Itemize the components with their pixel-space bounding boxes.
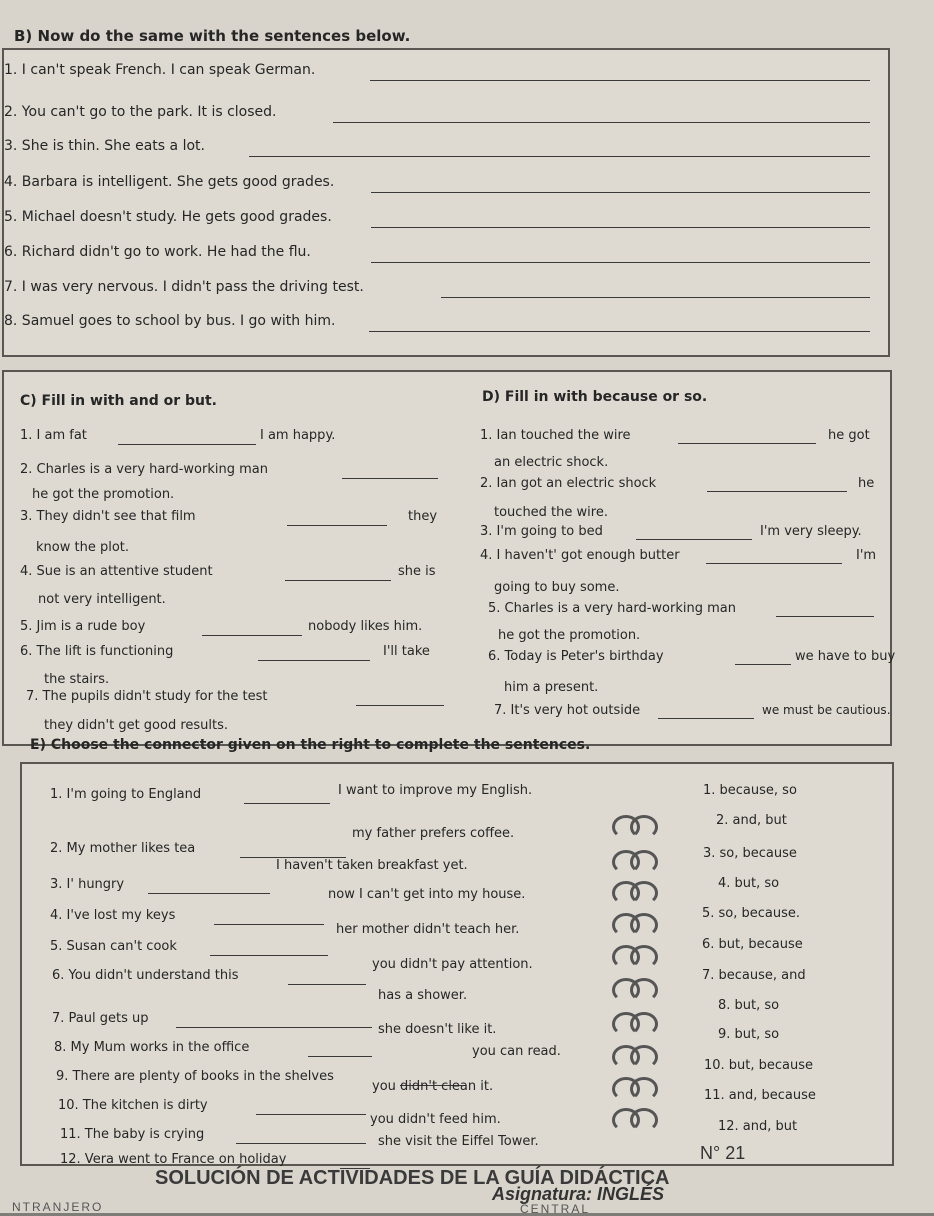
answer-blank[interactable] xyxy=(658,718,754,719)
binder-ring-icon xyxy=(630,850,658,874)
exercise-text: we have to buy xyxy=(795,649,896,664)
exercise-text: know the plot. xyxy=(36,540,129,555)
exercise-text: 4. I've lost my keys xyxy=(50,908,176,923)
footer-solucion: SOLUCIÓN DE ACTIVIDADES DE LA GUÍA DIDÁCTICA xyxy=(155,1167,670,1189)
exercise-text: 9. There are plenty of books in the shelves xyxy=(56,1069,334,1084)
answer-blank[interactable] xyxy=(441,297,870,298)
page-number: N° 21 xyxy=(700,1143,746,1163)
exercise-text: I'll take xyxy=(383,644,430,659)
exercise-text: 8. My Mum works in the office xyxy=(54,1040,250,1055)
answer-blank[interactable] xyxy=(118,444,256,445)
answer-blank[interactable] xyxy=(735,664,791,665)
connector-option: 3. so, because xyxy=(703,846,797,861)
answer-blank[interactable] xyxy=(308,1056,372,1057)
exercise-text: 7. The pupils didn't study for the test xyxy=(26,689,268,704)
exercise-text: I'm very sleepy. xyxy=(760,524,862,539)
exercise-text: 6. Today is Peter's birthday xyxy=(488,649,664,664)
exercise-text: 4. I haven't' got enough butter xyxy=(480,548,680,563)
exercise-text: 5. Charles is a very hard-working man xyxy=(488,601,736,616)
sentence: 2. You can't go to the park. It is closed. xyxy=(4,104,277,120)
answer-blank[interactable] xyxy=(371,192,870,193)
exercise-text: 1. I'm going to England xyxy=(50,787,202,802)
exercise-text: you can read. xyxy=(472,1044,561,1059)
binder-ring-icon xyxy=(630,1108,658,1132)
section-d-title: D) Fill in with because or so. xyxy=(482,389,708,405)
exercise-text: 6. You didn't understand this xyxy=(52,968,239,983)
exercise-text: I am happy. xyxy=(260,428,336,443)
exercise-text: they xyxy=(408,509,438,524)
exercise-text: 5. Jim is a rude boy xyxy=(20,619,146,634)
exercise-text: she doesn't like it. xyxy=(378,1022,497,1037)
answer-blank[interactable] xyxy=(249,156,870,157)
exercise-text: not very intelligent. xyxy=(38,592,166,607)
exercise-text: has a shower. xyxy=(378,988,468,1003)
answer-blank[interactable] xyxy=(244,803,330,804)
answer-blank[interactable] xyxy=(371,262,870,263)
exercise-text: 1. Ian touched the wire xyxy=(480,428,631,443)
exercise-text: 1. I am fat xyxy=(20,428,87,443)
exercise-text: 2. My mother likes tea xyxy=(50,841,196,856)
connector-option: 6. but, because xyxy=(702,937,803,952)
exercise-text: she is xyxy=(398,564,436,579)
section-b-title: B) Now do the same with the sentences below. xyxy=(14,27,411,45)
answer-blank[interactable] xyxy=(370,80,870,81)
connector-option: 10. but, because xyxy=(704,1058,814,1073)
exercise-text: her mother didn't teach her. xyxy=(336,922,520,937)
answer-blank[interactable] xyxy=(371,227,870,228)
exercise-text: an electric shock. xyxy=(494,455,609,470)
exercise-text: 10. The kitchen is dirty xyxy=(58,1098,208,1113)
exercise-text: you didn't feed him. xyxy=(370,1112,501,1127)
binder-ring-icon xyxy=(630,913,658,937)
exercise-text: I want to improve my English. xyxy=(338,783,533,798)
exercise-text: 12. Vera went to France on holiday xyxy=(60,1152,287,1167)
answer-blank[interactable] xyxy=(369,331,870,332)
answer-blank[interactable] xyxy=(214,924,324,925)
exercise-text: 3. I'm going to bed xyxy=(480,524,603,539)
exercise-text: going to buy some. xyxy=(494,580,620,595)
exercise-text: 11. The baby is crying xyxy=(60,1127,205,1142)
section-e-title: E) Choose the connector given on the right to complete the sentences. xyxy=(30,737,591,753)
exercise-text: nobody likes him. xyxy=(308,619,423,634)
connector-option: 1. because, so xyxy=(703,783,797,798)
exercise-text: you didn't clean it. xyxy=(372,1079,494,1094)
answer-blank[interactable] xyxy=(258,660,370,661)
sentence: 8. Samuel goes to school by bus. I go with him. xyxy=(4,313,336,329)
binder-ring-icon xyxy=(630,1077,658,1101)
connector-option: 8. but, so xyxy=(718,998,780,1013)
answer-blank[interactable] xyxy=(356,705,444,706)
footer-asignatura: Asignatura: INGLÉS xyxy=(492,1184,665,1204)
exercise-text: 3. They didn't see that film xyxy=(20,509,196,524)
sentence: 7. I was very nervous. I didn't pass the driving test. xyxy=(4,279,364,295)
answer-blank[interactable] xyxy=(202,635,302,636)
exercise-text: they didn't get good results. xyxy=(44,718,229,733)
exercise-text: 2. Charles is a very hard-working man xyxy=(20,462,268,477)
section-c-title: C) Fill in with and or but. xyxy=(20,393,217,409)
answer-blank[interactable] xyxy=(148,893,270,894)
exercise-text: he got the promotion. xyxy=(32,487,175,502)
connector-option: 12. and, but xyxy=(718,1119,798,1134)
answer-blank[interactable] xyxy=(776,616,874,617)
sentence: 1. I can't speak French. I can speak German. xyxy=(4,62,316,78)
sentence: 3. She is thin. She eats a lot. xyxy=(4,138,205,154)
exercise-text: 3. I' hungry xyxy=(50,877,125,892)
answer-blank[interactable] xyxy=(236,1143,366,1144)
binder-ring-icon xyxy=(630,815,658,839)
exercise-text: my father prefers coffee. xyxy=(352,826,515,841)
connector-option: 9. but, so xyxy=(718,1027,780,1042)
exercise-text: touched the wire. xyxy=(494,505,608,520)
exercise-text: he xyxy=(858,476,875,491)
answer-blank[interactable] xyxy=(210,955,328,956)
exercise-text: him a present. xyxy=(504,680,599,695)
answer-blank[interactable] xyxy=(706,563,842,564)
exercise-text: you didn't pay attention. xyxy=(372,957,533,972)
connector-option: 5. so, because. xyxy=(702,906,801,921)
exercise-text: I'm xyxy=(856,548,877,563)
exercise-text: we must be cautious. xyxy=(762,703,891,717)
sentence: 5. Michael doesn't study. He gets good grades. xyxy=(4,209,332,225)
exercise-text: 5. Susan can't cook xyxy=(50,939,177,954)
exercise-text: she visit the Eiffel Tower. xyxy=(378,1134,539,1149)
answer-blank[interactable] xyxy=(176,1027,372,1028)
exercise-text: 7. Paul gets up xyxy=(52,1011,149,1026)
answer-blank[interactable] xyxy=(287,525,387,526)
exercise-text: I haven't taken breakfast yet. xyxy=(276,858,468,873)
section-b-box xyxy=(2,48,890,357)
answer-blank[interactable] xyxy=(707,491,847,492)
binder-ring-icon xyxy=(630,1012,658,1036)
connector-option: 2. and, but xyxy=(716,813,787,828)
connector-option: 7. because, and xyxy=(702,968,806,983)
exercise-text: the stairs. xyxy=(44,672,110,687)
answer-blank[interactable] xyxy=(678,443,816,444)
sentence: 6. Richard didn't go to work. He had the flu. xyxy=(4,244,311,260)
binder-ring-icon xyxy=(630,881,658,905)
exercise-text: 7. It's very hot outside xyxy=(494,703,641,718)
sentence: 4. Barbara is intelligent. She gets good grades. xyxy=(4,174,335,190)
exercise-text: 4. Sue is an attentive student xyxy=(20,564,213,579)
answer-blank[interactable] xyxy=(256,1114,366,1115)
exercise-text: now I can't get into my house. xyxy=(328,887,526,902)
answer-blank[interactable] xyxy=(342,478,438,479)
binder-ring-icon xyxy=(630,945,658,969)
answer-blank[interactable] xyxy=(285,580,391,581)
exercise-text: he got xyxy=(828,428,870,443)
footer-bottom-right: CENTRAL xyxy=(520,1202,591,1216)
answer-blank[interactable] xyxy=(333,122,870,123)
binder-ring-icon xyxy=(630,1045,658,1069)
footer-bottom-left: NTRANJERO xyxy=(12,1200,104,1214)
answer-blank[interactable] xyxy=(288,984,366,985)
exercise-text: 2. Ian got an electric shock xyxy=(480,476,657,491)
binder-ring-icon xyxy=(630,978,658,1002)
exercise-text: he got the promotion. xyxy=(498,628,641,643)
connector-option: 4. but, so xyxy=(718,876,780,891)
exercise-text: 6. The lift is functioning xyxy=(20,644,174,659)
connector-option: 11. and, because xyxy=(704,1088,816,1103)
answer-blank[interactable] xyxy=(636,539,752,540)
